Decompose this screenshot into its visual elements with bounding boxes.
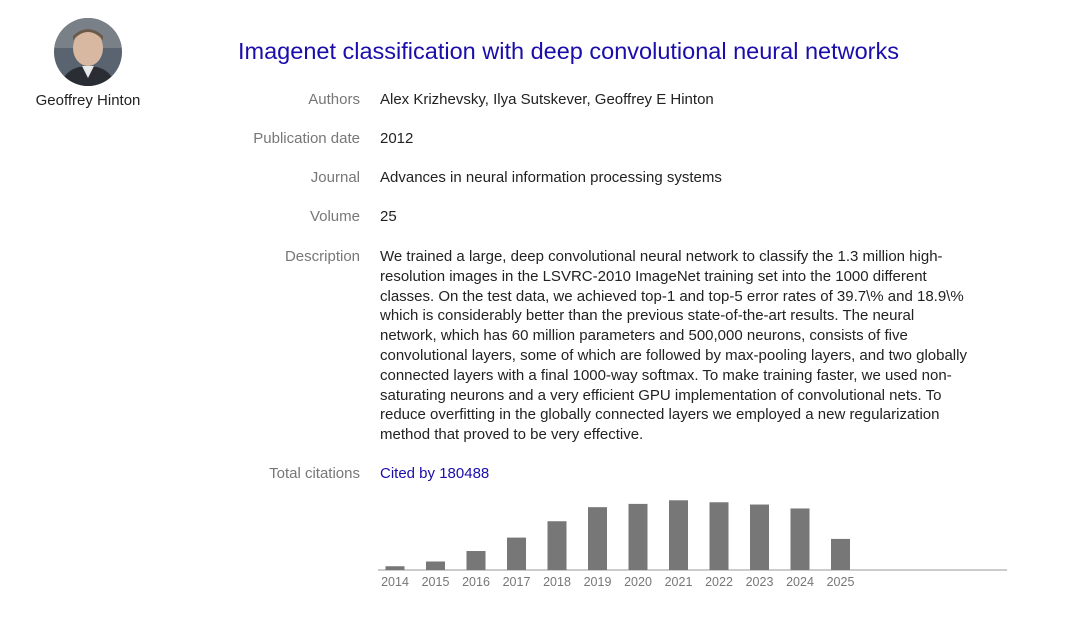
- cited-by-link[interactable]: Cited by 180488: [380, 465, 490, 482]
- year-label-2014: 2014: [381, 575, 409, 589]
- author-card: [18, 18, 158, 109]
- bar-2014[interactable]: [386, 566, 405, 570]
- description-line: which is considerably better than the previous state-of-the-art results. The neural: [380, 307, 915, 325]
- year-label-2017: 2017: [502, 575, 531, 589]
- bar-2023[interactable]: [750, 505, 769, 570]
- bar-2020[interactable]: [629, 504, 648, 570]
- description-line: We trained a large, deep convolutional neural network to classify the 1.3 million high-: [380, 248, 943, 265]
- bar-2016[interactable]: [467, 551, 486, 570]
- bar-2018[interactable]: [548, 521, 567, 570]
- bar-2019[interactable]: [588, 507, 607, 570]
- description-line: connected layers with a final 1000-way softmax. To make training faster, we used non-: [380, 366, 952, 384]
- journal-label: Journal: [310, 169, 360, 186]
- publication-date-value: 2012: [380, 130, 414, 147]
- bar-2021[interactable]: [669, 500, 688, 570]
- author-avatar[interactable]: [54, 18, 122, 86]
- bar-2024[interactable]: [791, 508, 810, 570]
- description-text: [380, 247, 1010, 445]
- year-label-2015: 2015: [421, 575, 450, 589]
- citations-chart: [370, 490, 1015, 595]
- description-line: resolution images in the LSVRC-2010 ImageNet training set into the 1000 different: [380, 267, 927, 285]
- year-label-2021: 2021: [664, 575, 693, 589]
- journal-value: Advances in neural information processing systems: [380, 169, 722, 186]
- year-label-2020: 2020: [624, 575, 652, 589]
- description-line: classes. On the test data, we achieved top-1 and top-5 error rates of 39.7\% and 18.9\%: [380, 287, 964, 305]
- description-line: network, which has 60 million parameters and 500,000 neurons, consists of five: [380, 327, 908, 345]
- description-line: convolutional layers, some of which are followed by max-pooling layers, and two globally: [380, 346, 967, 364]
- volume-value: 25: [380, 208, 397, 225]
- year-label-2016: 2016: [462, 575, 490, 589]
- bar-2022[interactable]: [710, 502, 729, 570]
- author-name: Geoffrey Hinton: [35, 92, 141, 109]
- description-line: method that proved to be very effective.: [380, 426, 644, 444]
- bar-2025[interactable]: [831, 539, 850, 570]
- volume-label: Volume: [309, 208, 360, 225]
- year-label-2023: 2023: [745, 575, 774, 589]
- authors-value: Alex Krizhevsky, Ilya Sutskever, Geoffrey E Hinton: [380, 91, 714, 108]
- authors-label: Authors: [308, 91, 360, 108]
- total-citations-label: Total citations: [269, 465, 360, 482]
- publication-date-label: Publication date: [253, 130, 360, 147]
- year-label-2024: 2024: [786, 575, 814, 589]
- year-label-2022: 2022: [705, 575, 733, 589]
- description-line: reduce overfitting in the globally connected layers we employed a new regularization: [380, 406, 940, 424]
- year-label-2019: 2019: [583, 575, 612, 589]
- avatar-portrait-icon: [54, 18, 122, 86]
- description-label: Description: [284, 248, 360, 265]
- bar-2015[interactable]: [426, 561, 445, 570]
- description-line: saturating neurons and a very efficient GPU implementation of convolutional nets. To: [380, 386, 942, 404]
- year-label-2025: 2025: [826, 575, 855, 589]
- paper-title-link[interactable]: Imagenet classification with deep convolutional neural networks: [238, 38, 899, 64]
- bar-2017[interactable]: [507, 538, 526, 570]
- year-label-2018: 2018: [543, 575, 571, 589]
